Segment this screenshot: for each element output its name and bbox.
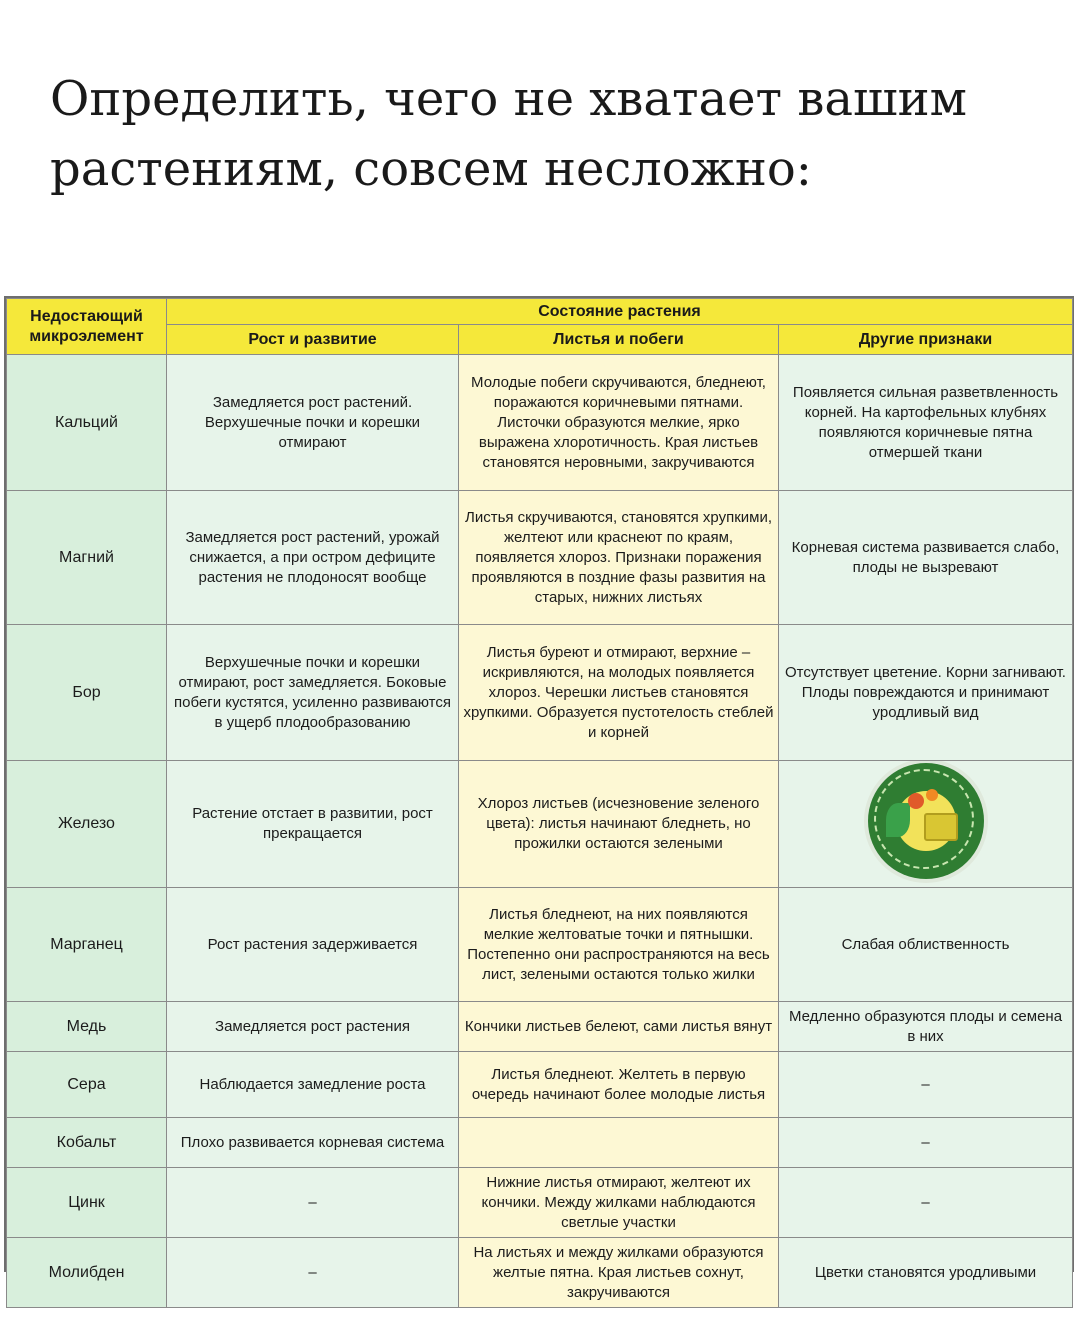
row-growth: Наблюдается замедление роста: [167, 1052, 459, 1118]
row-other: Цветки становятся уродливыми: [779, 1238, 1073, 1308]
row-other: –: [779, 1168, 1073, 1238]
table-row: [7, 625, 1073, 761]
row-other: Корневая система развивается слабо, плоды не вызревают: [779, 491, 1073, 625]
header-element: Недостающий микроэлемент: [7, 299, 167, 355]
row-other: Медленно образуются плоды и семена в них: [779, 1002, 1073, 1052]
header-other: Другие признаки: [779, 325, 1073, 355]
row-leaves: Листья бледнеют, на них появляются мелкие желтоватые точки и пятнышки. Постепенно они распространяются на весь лист, зелеными остаются только жилки: [459, 888, 779, 1002]
row-element: Кобальт: [7, 1118, 167, 1168]
row-leaves: Кончики листьев белеют, сами листья вянут: [459, 1002, 779, 1052]
row-element: Кальций: [7, 355, 167, 491]
row-element: Магний: [7, 491, 167, 625]
row-leaves: Молодые побеги скручиваются, бледнеют, поражаются коричневыми пятнами. Листочки образуются мелкие, ярко выражена хлоротичность. Края листьев становятся неровными, закручиваются: [459, 355, 779, 491]
header-growth: Рост и развитие: [167, 325, 459, 355]
row-element: Железо: [7, 761, 167, 888]
table-row: [7, 1052, 1073, 1118]
row-element: Сера: [7, 1052, 167, 1118]
row-growth: –: [167, 1238, 459, 1308]
heading-line-2: растениям, совсем несложно:: [50, 141, 812, 197]
table-row: [7, 761, 1073, 888]
row-element: Молибден: [7, 1238, 167, 1308]
row-growth: –: [167, 1168, 459, 1238]
row-element: Марганец: [7, 888, 167, 1002]
heading-line-1: Определить, чего не хватает вашим: [50, 71, 967, 127]
page-heading: [50, 64, 1050, 204]
table-row: [7, 1002, 1073, 1052]
row-element: Бор: [7, 625, 167, 761]
row-other-emblem: [779, 761, 1073, 888]
deficiency-table-grid: [6, 298, 1073, 1308]
row-leaves: На листьях и между жилками образуются желтые пятна. Края листьев сохнут, закручиваются: [459, 1238, 779, 1308]
header-leaves: Листья и побеги: [459, 325, 779, 355]
row-other: Отсутствует цветение. Корни загнивают. Плоды повреждаются и принимают уродливый вид: [779, 625, 1073, 761]
row-growth: Замедляется рост растений, урожай снижается, а при остром дефиците растения не плодоносят вообще: [167, 491, 459, 625]
table-row: [7, 491, 1073, 625]
table-row: [7, 1118, 1073, 1168]
row-growth: Замедляется рост растений. Верхушечные почки и корешки отмирают: [167, 355, 459, 491]
row-growth: Плохо развивается корневая система: [167, 1118, 459, 1168]
header-state: Состояние растения: [167, 299, 1073, 325]
row-leaves: Листья бледнеют. Желтеть в первую очередь начинают более молодые листья: [459, 1052, 779, 1118]
table-row: [7, 355, 1073, 491]
row-other: Слабая облиственность: [779, 888, 1073, 1002]
row-other: –: [779, 1052, 1073, 1118]
deficiency-table: [4, 296, 1074, 1301]
row-growth: Рост растения задерживается: [167, 888, 459, 1002]
table-row: [7, 1168, 1073, 1238]
row-growth: Верхушечные почки и корешки отмирают, рост замедляется. Боковые побеги кустятся, усиленно развиваются в ущерб плодообразованию: [167, 625, 459, 761]
row-growth: Замедляется рост растения: [167, 1002, 459, 1052]
row-leaves: Нижние листья отмирают, желтеют их кончики. Между жилками наблюдаются светлые участки: [459, 1168, 779, 1238]
row-leaves: Листья скручиваются, становятся хрупкими, желтеют или краснеют по краям, появляется хлороз. Признаки поражения проявляются в поздние фазы развития на старых, нижних листьях: [459, 491, 779, 625]
row-leaves: [459, 1118, 779, 1168]
gardeners-emblem-icon: [868, 763, 984, 879]
table-row: [7, 1238, 1073, 1308]
row-element: Цинк: [7, 1168, 167, 1238]
row-growth: Растение отстает в развитии, рост прекращается: [167, 761, 459, 888]
row-element: Медь: [7, 1002, 167, 1052]
table-row: [7, 888, 1073, 1002]
row-leaves: Листья буреют и отмирают, верхние – искривляются, на молодых появляется хлороз. Черешки листьев становятся хрупкими. Образуется пустотелость стеблей и корней: [459, 625, 779, 761]
row-leaves: Хлороз листьев (исчезновение зеленого цвета): листья начинают бледнеть, но прожилки остаются зелеными: [459, 761, 779, 888]
row-other: –: [779, 1118, 1073, 1168]
row-other: Появляется сильная разветвленность корней. На картофельных клубнях появляются коричневые пятна отмершей ткани: [779, 355, 1073, 491]
